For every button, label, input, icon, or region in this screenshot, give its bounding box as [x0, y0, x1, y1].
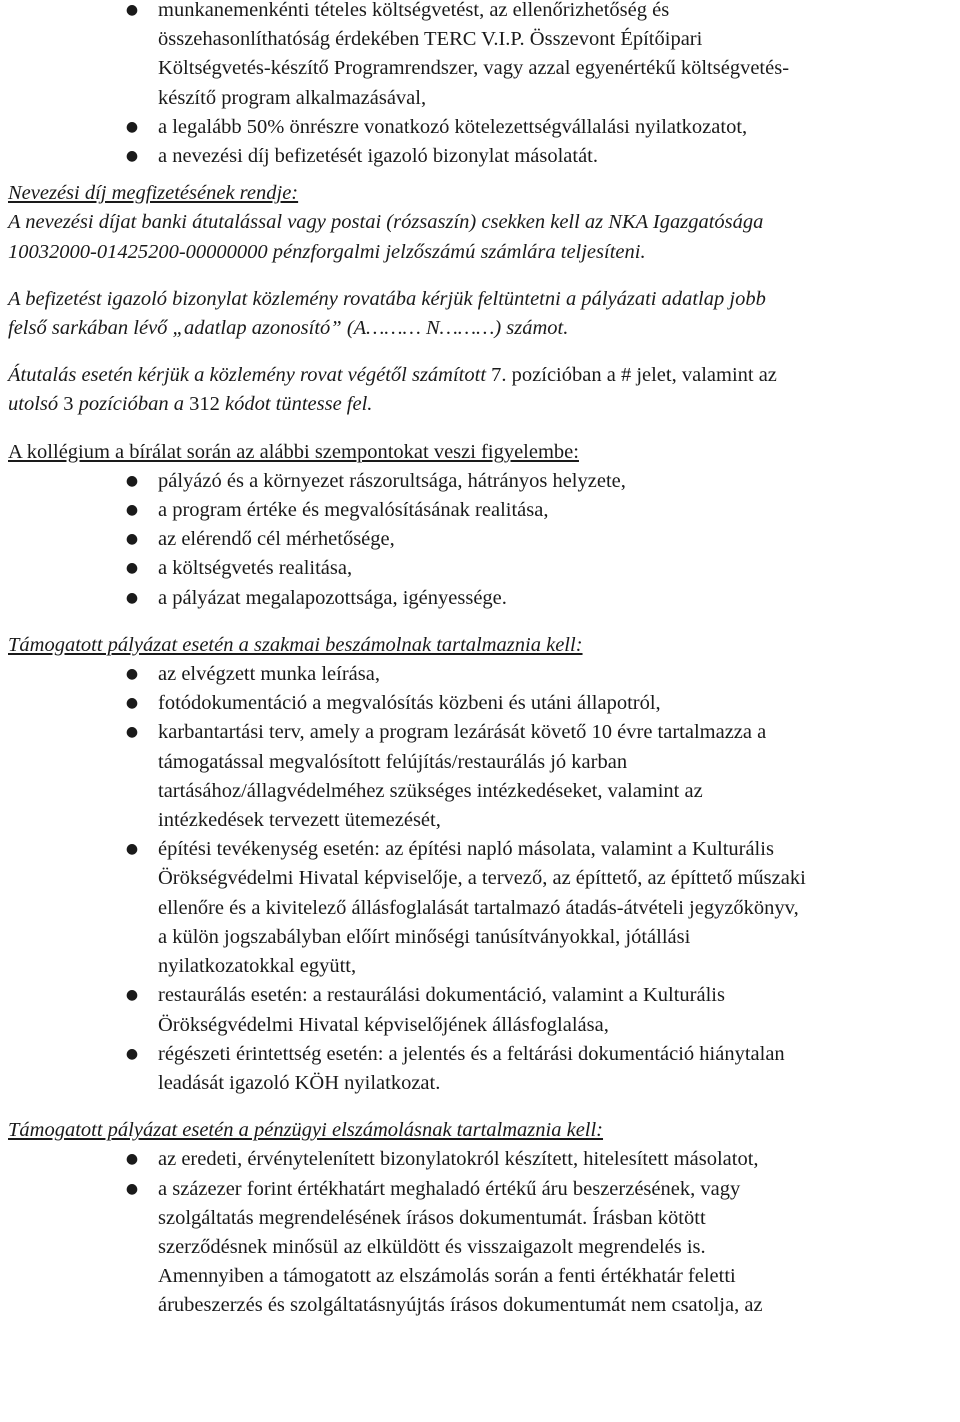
list-item	[8, 1175, 960, 1321]
list-item-line: a nevezési díj befizetését igazoló bizonylat másolatát.	[158, 145, 598, 168]
list-item	[8, 981, 960, 1039]
bullet-icon: ●	[125, 987, 139, 1004]
document-page	[8, 0, 960, 1321]
bullet-icon: ●	[125, 1045, 139, 1062]
list-item-line: restaurálás esetén: a restaurálási dokumentáció, valamint a Kulturális	[158, 984, 725, 1007]
list-item	[8, 554, 960, 583]
bullet-icon: ●	[125, 502, 139, 519]
payment-paragraph-1	[8, 208, 960, 266]
bullet-icon: ●	[125, 118, 139, 135]
list-item-line: ellenőre és a kivitelező állásfoglalását tartalmazó átadás-átvételi jegyzőkönyv,	[158, 896, 799, 919]
list-item-line: intézkedések tervezett ütemezését,	[158, 809, 441, 832]
criteria-list	[8, 467, 960, 613]
list-item	[8, 496, 960, 525]
list-item-line: Költségvetés-készítő Programrendszer, vagy azzal egyenértékű költségvetés-	[158, 57, 790, 80]
bullet-icon: ●	[125, 589, 139, 606]
paragraph-line: 10032000-01425200-00000000 pénzforgalmi jelzőszámú számlára teljesíteni.	[8, 240, 646, 263]
financial-report-list	[8, 1145, 960, 1320]
list-item-line: a program értéke és megvalósításának realitása,	[158, 499, 549, 522]
bullet-icon: ●	[125, 560, 139, 577]
bullet-icon: ●	[125, 841, 139, 858]
list-item-line: építési tevékenység esetén: az építési napló másolata, valamint a Kulturális	[158, 838, 774, 861]
bullet-icon: ●	[125, 695, 139, 712]
payment-paragraph-3-line-2: utolsó 3 pozícióban a 312 kódot tüntesse fel.	[8, 393, 373, 416]
financial-report-heading: Támogatott pályázat esetén a pénzügyi elszámolásnak tartalmaznia kell:	[8, 1119, 604, 1142]
payment-paragraph-3-line-1: Átutalás esetén kérjük a közlemény rovat végétől számított 7. pozícióban a # jelet, valamint az	[8, 364, 777, 387]
list-item-line: szolgáltatás megrendelésének írásos dokumentumát. Írásban kötött	[158, 1206, 706, 1229]
list-item-line: az elérendő cél mérhetősége,	[158, 528, 395, 551]
list-item-line: az eredeti, érvénytelenített bizonylatokról készített, hitelesített másolatot,	[158, 1148, 759, 1171]
list-item	[8, 584, 960, 613]
list-item	[8, 1145, 960, 1174]
list-item	[8, 1040, 960, 1098]
list-item-line: a legalább 50% önrészre vonatkozó kötelezettségvállalási nyilatkozatot,	[158, 115, 748, 138]
list-item-line: a százezer forint értékhatárt meghaladó értékű áru beszerzésének, vagy	[158, 1177, 741, 1200]
list-item	[8, 142, 960, 171]
bullet-icon: ●	[125, 724, 139, 741]
list-item-line: szerződésnek minősül az elküldött és visszaigazolt megrendelés is.	[158, 1235, 706, 1258]
list-item-line: munkanemenkénti tételes költségvetést, az ellenőrizhetőség és	[158, 0, 670, 21]
list-item-line: a külön jogszabályban előírt minőségi tanúsítványokkal, jótállási	[158, 925, 691, 948]
list-item	[8, 718, 960, 835]
list-item	[8, 0, 960, 113]
bullet-icon: ●	[125, 1180, 139, 1197]
paragraph-line: A befizetést igazoló bizonylat közlemény rovatába kérjük feltüntetni a pályázati adatlap jobb	[8, 287, 766, 310]
bullet-icon: ●	[125, 531, 139, 548]
list-item-line: támogatással megvalósított felújítás/restaurálás jó karban	[158, 750, 628, 773]
list-item-line: Örökségvédelmi Hivatal képviselője, a tervező, az építtető, az építtető műszaki	[158, 867, 806, 890]
paragraph-line: felső sarkában lévő „adatlap azonosító” (A……… N………) számot.	[8, 317, 569, 340]
payment-heading: Nevezési díj megfizetésének rendje:	[8, 182, 299, 205]
list-item-line: nyilatkozatokkal együtt,	[158, 955, 357, 978]
list-item-line: leadását igazoló KÖH nyilatkozat.	[158, 1071, 441, 1094]
bullet-icon: ●	[125, 2, 139, 18]
payment-paragraph-2	[8, 285, 960, 343]
bullet-icon: ●	[125, 666, 139, 683]
paragraph-line: A nevezési díjat banki átutalással vagy postai (rózsaszín) csekken kell az NKA Igazgatósága	[8, 211, 764, 234]
list-item-line: Örökségvédelmi Hivatal képviselőjének állásfoglalása,	[158, 1013, 609, 1036]
list-item-line: árubeszerzés és szolgáltatásnyújtás írásos dokumentumát nem csatolja, az	[158, 1294, 763, 1317]
list-item-line: összehasonlíthatóság érdekében TERC V.I.P. Összevont Építőipari	[158, 28, 703, 51]
criteria-heading: A kollégium a bírálat során az alábbi szempontokat veszi figyelembe:	[8, 440, 579, 463]
required-attachments-list	[8, 0, 960, 171]
list-item-line: fotódokumentáció a megvalósítás közbeni és utáni állapotról,	[158, 692, 661, 715]
list-item-line: a költségvetés realitása,	[158, 557, 353, 580]
list-item	[8, 467, 960, 496]
bullet-icon: ●	[125, 1151, 139, 1168]
list-item-line: készítő program alkalmazásával,	[158, 86, 427, 109]
list-item	[8, 525, 960, 554]
list-item-line: az elvégzett munka leírása,	[158, 663, 380, 686]
bullet-icon: ●	[125, 472, 139, 489]
bullet-icon: ●	[125, 148, 139, 165]
professional-report-list	[8, 660, 960, 1098]
payment-paragraph-3	[8, 361, 960, 419]
list-item	[8, 835, 960, 981]
professional-report-heading: Támogatott pályázat esetén a szakmai beszámolnak tartalmaznia kell:	[8, 633, 583, 656]
list-item-line: karbantartási terv, amely a program lezárását követő 10 évre tartalmazza a	[158, 721, 767, 744]
list-item-line: tartásához/állagvédelméhez szükséges intézkedéseket, valamint az	[158, 779, 703, 802]
list-item	[8, 113, 960, 142]
list-item-line: a pályázat megalapozottsága, igényessége.	[158, 586, 507, 609]
list-item-line: Amennyiben a támogatott az elszámolás során a fenti értékhatár feletti	[158, 1265, 736, 1288]
list-item-line: pályázó és a környezet rászorultsága, hátrányos helyzete,	[158, 469, 626, 492]
list-item	[8, 689, 960, 718]
list-item	[8, 660, 960, 689]
list-item-line: régészeti érintettség esetén: a jelentés és a feltárási dokumentáció hiánytalan	[158, 1042, 785, 1065]
